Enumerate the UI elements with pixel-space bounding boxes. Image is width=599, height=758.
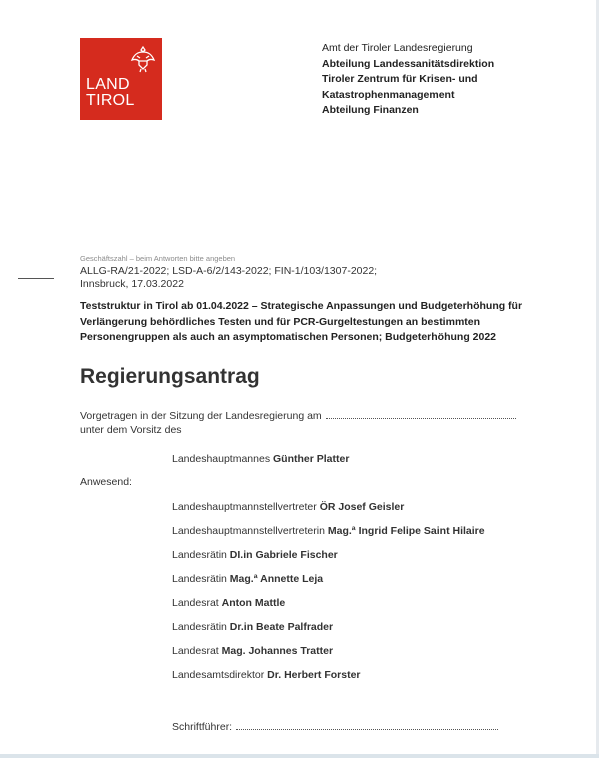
reference-number: ALLG-RA/21-2022; LSD-A-6/2/143-2022; FIN-1/103/1307-2022;	[80, 265, 378, 277]
chair-role: Landeshauptmannes	[172, 453, 271, 465]
attendee-role: Landeshauptmannstellvertreterin	[172, 525, 325, 537]
place-date: Innsbruck, 17.03.2022	[80, 278, 184, 290]
attendee-row	[172, 597, 285, 609]
secretary-blank-line	[236, 720, 498, 730]
presented-block	[80, 409, 560, 437]
attendee-role: Landesamtsdirektor	[172, 669, 265, 681]
presented-line-2: unter dem Vorsitz des	[80, 424, 182, 436]
attendee-row	[172, 525, 485, 537]
page-edge-bottom	[0, 754, 599, 758]
presented-line-1: Vorgetragen in der Sitzung der Landesregierung am	[80, 410, 322, 422]
attendee-row	[172, 669, 361, 681]
attendee-row	[172, 573, 323, 585]
attendee-name: DI.in Gabriele Fischer	[229, 549, 338, 561]
attendee-row	[172, 645, 333, 657]
tirol-eagle-icon	[128, 43, 158, 73]
attendee-role: Landesrätin	[172, 573, 227, 585]
logo-line-tirol: TIROL	[86, 92, 135, 109]
fold-mark	[18, 278, 54, 279]
sender-line: Abteilung Landessanitätsdirektion	[322, 57, 495, 70]
attendee-name: Dr.in Beate Palfrader	[229, 621, 334, 633]
logo-line-land: LAND	[86, 76, 130, 93]
attendee-role: Landesrat	[172, 645, 219, 657]
attendee-name: Mag.ª Annette Leja	[229, 573, 324, 585]
sender-org: Amt der Tiroler Landesregierung	[322, 42, 473, 54]
attendee-role: Landeshauptmannstellvertreter	[172, 501, 317, 513]
chair-row	[172, 453, 349, 465]
document-title: Regierungsantrag	[80, 365, 260, 388]
land-tirol-logo	[80, 38, 162, 120]
sender-line: Tiroler Zentrum für Krisen- und	[322, 73, 478, 85]
secretary-label: Schriftführer:	[172, 721, 233, 733]
reference-hint: Geschäftszahl – beim Antworten bitte angeben	[80, 254, 236, 263]
logo-text	[86, 77, 135, 109]
attendee-role: Landesrätin	[172, 621, 227, 633]
attendee-role: Landesrätin	[172, 549, 227, 561]
attendee-name: ÖR Josef Geisler	[319, 501, 405, 513]
secretary-row	[172, 720, 498, 733]
attendee-row	[172, 549, 338, 561]
sender-line: Abteilung Finanzen	[322, 104, 419, 116]
date-blank-line	[326, 409, 516, 419]
attendee-name: Anton Mattle	[221, 597, 286, 609]
chair-name: Günther Platter	[273, 453, 350, 465]
sender-line: Katastrophenmanagement	[322, 88, 455, 101]
attendee-row	[172, 501, 404, 513]
attendee-name: Dr. Herbert Forster	[267, 669, 361, 681]
subject: Teststruktur in Tirol ab 01.04.2022 – Strategische Anpassungen und Budgeterhöhung für Verlängerung behördliches Testen und für PCR-Gurgeltestungen an bestimmten Personengruppen als auch an asymptomatischen Personen; Budgeterhöhung 2022	[80, 300, 523, 343]
present-label: Anwesend:	[80, 476, 132, 488]
attendee-role: Landesrat	[172, 597, 219, 609]
attendee-name: Mag.ª Ingrid Felipe Saint Hilaire	[327, 525, 485, 537]
attendee-row	[172, 621, 333, 633]
sender-block	[322, 41, 582, 119]
attendee-name: Mag. Johannes Tratter	[221, 645, 334, 657]
